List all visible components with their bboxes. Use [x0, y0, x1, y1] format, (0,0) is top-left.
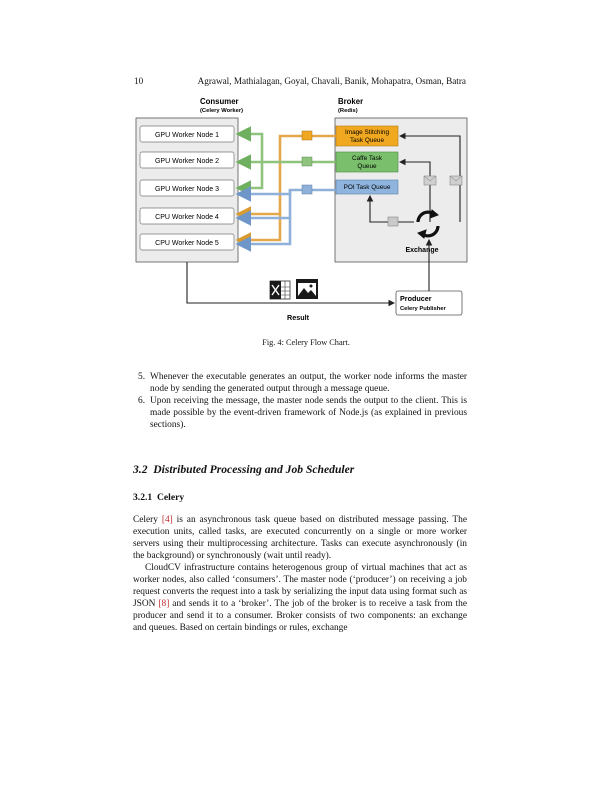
svg-text:Producer: Producer [400, 294, 432, 303]
citation-link[interactable]: [8] [158, 598, 170, 609]
svg-text:CPU Worker Node 4: CPU Worker Node 4 [155, 214, 219, 221]
result-arrow [187, 262, 394, 303]
envelope-icon [424, 176, 436, 185]
list-number: 5. [138, 372, 146, 382]
svg-text:GPU Worker Node 2: GPU Worker Node 2 [154, 158, 220, 165]
body-paragraph: Celery [4] is an asynchronous task queue based on distributed message passing. The execution units, called tasks, are executed concurrently on a single or more worker servers using their multiprocessing architecture. Tasks can execute asynchronously (in the background) or synchronously (wait until ready). [133, 515, 467, 561]
envelope-icon [450, 176, 462, 185]
producer-box [396, 291, 462, 315]
blue-route [238, 190, 336, 244]
subsection-title: Celery [156, 492, 185, 503]
numbered-list [133, 372, 467, 432]
svg-text:Celery Publisher: Celery Publisher [400, 306, 446, 312]
worker-node [140, 152, 234, 168]
list-item [133, 372, 467, 396]
broker-subtitle: (Redis) [338, 108, 358, 114]
list-text: Upon receiving the message, the master node sends the output to the client. This is made possible by the event-driven framework of Node.js (as explained in previous sections). [150, 395, 467, 430]
celery-flow-chart [130, 94, 470, 330]
section-title: Distributed Processing and Job Scheduler [153, 463, 355, 476]
broker-title: Broker [338, 97, 364, 106]
list-item [133, 396, 467, 432]
queue-image-stitching [336, 126, 398, 146]
exchange-label: Exchange [405, 247, 439, 254]
exchange-message-box [388, 217, 398, 226]
green-route [238, 134, 336, 188]
svg-text:Caffe Task: Caffe Task [352, 155, 382, 162]
worker-node [140, 234, 234, 250]
list-number: 6. [138, 395, 146, 406]
body-paragraph: CloudCV infrastructure contains heterogenous group of virtual machines that act as worker nodes, also called ‘consumers’. The master node (‘producer’) on receiving a job request converts the request into a task by serializing the input data using format such as JSON [8] and sends it to a ‘broker’. The job of the broker is to receive a task from the producer and send it to a consumer. Broker consists of two components: an exchange and queues. Based on certain bindings or rules, exchange [133, 563, 468, 633]
worker-node [140, 208, 234, 224]
subsection-number: 3.2.1 [133, 492, 153, 503]
svg-text:Image Stitching: Image Stitching [344, 129, 390, 136]
svg-text:GPU Worker Node 1: GPU Worker Node 1 [154, 132, 220, 139]
worker-node [140, 180, 234, 196]
svg-text:CPU Worker Node 5: CPU Worker Node 5 [155, 240, 219, 247]
image-icon [296, 279, 318, 299]
section-number: 3.2 [133, 463, 148, 476]
page-number: 10 [134, 76, 144, 86]
svg-text:POI Task Queue: POI Task Queue [343, 184, 391, 191]
consumer-subtitle: (Celery Worker) [200, 108, 244, 114]
green-message [302, 157, 312, 166]
consumer-title: Consumer [200, 97, 239, 106]
section-heading [133, 463, 354, 476]
list-text: Whenever the executable generates an output, the worker node informs the master node by sending the generated output through a message queue. [150, 372, 467, 394]
queue-caffe [336, 152, 398, 172]
figure-caption: Fig. 4: Celery Flow Chart. [262, 338, 350, 347]
blue-message [302, 185, 312, 194]
svg-text:Task Queue: Task Queue [349, 137, 385, 144]
spreadsheet-icon [270, 281, 290, 299]
orange-message [302, 131, 312, 140]
worker-node [140, 126, 234, 142]
subsection-heading [133, 492, 184, 503]
queue-poi [336, 180, 398, 194]
result-label: Result [287, 313, 309, 322]
running-header-authors: Agrawal, Mathialagan, Goyal, Chavali, Banik, Mohapatra, Osman, Batra [197, 76, 466, 86]
svg-text:Queue: Queue [357, 163, 377, 170]
citation-link[interactable]: [4] [161, 515, 173, 525]
svg-text:GPU Worker Node 3: GPU Worker Node 3 [154, 186, 220, 193]
